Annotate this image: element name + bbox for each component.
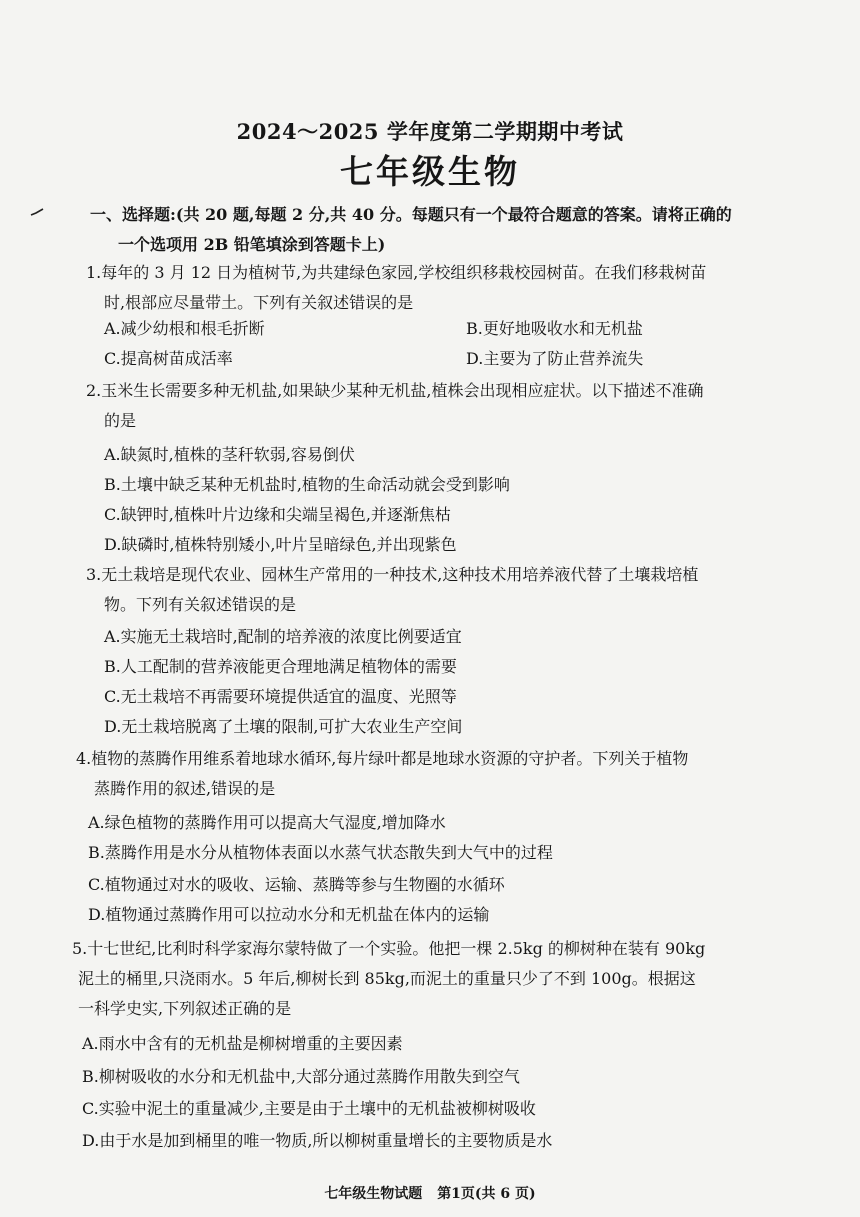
question-stem-line: 物。下列有关叙述错误的是 [104, 595, 297, 614]
option-b: B.更好地吸收水和无机盐 [466, 319, 643, 338]
question-stem [86, 560, 826, 620]
question-stem [86, 376, 826, 436]
option-a: A.减少幼根和根毛折断 [104, 319, 265, 338]
footer-page-info: 第1页(共 6 页) [437, 1186, 536, 1202]
option-c: C.无土栽培不再需要环境提供适宜的温度、光照等 [104, 687, 457, 706]
page-footer [0, 1183, 860, 1203]
question-5 [72, 934, 832, 1024]
question-stem-line: 一科学史实,下列叙述正确的是 [78, 999, 292, 1018]
question-stem-line: 泥土的桶里,只浇雨水。5 年后,柳树长到 85kg,而泥土的重量只少了不到 100g。根据这 [78, 969, 696, 988]
question-stem-line: 3.无土栽培是现代农业、园林生产常用的一种技术,这种技术用培养液代替了土壤栽培植 [86, 565, 699, 584]
question-stem-line: 4.植物的蒸腾作用维系着地球水循环,每片绿叶都是地球水资源的守护者。下列关于植物 [76, 749, 689, 768]
question-3 [86, 560, 826, 620]
question-stem-line: 时,根部应尽量带土。下列有关叙述错误的是 [104, 293, 414, 312]
option-c: C.缺钾时,植株叶片边缘和尖端呈褐色,并逐渐焦枯 [104, 505, 451, 524]
question-stem-line: 1.每年的 3 月 12 日为植树节,为共建绿色家园,学校组织移栽校园树苗。在我们移栽树苗 [86, 263, 707, 282]
question-stem [86, 258, 826, 318]
option-d: D.缺磷时,植株特别矮小,叶片呈暗绿色,并出现紫色 [104, 535, 457, 554]
question-stem-line: 蒸腾作用的叙述,错误的是 [94, 779, 276, 798]
question-4 [76, 744, 816, 804]
option-d: D.由于水是加到桶里的唯一物质,所以柳树重量增长的主要物质是水 [82, 1131, 553, 1150]
option-a: A.实施无土栽培时,配制的培养液的浓度比例要适宜 [104, 627, 462, 646]
section-heading-line2: 一个选项用 2B 铅笔填涂到答题卡上) [118, 235, 386, 254]
pen-mark-icon [30, 208, 44, 216]
question-stem [72, 934, 832, 1024]
option-c: C.提高树苗成活率 [104, 349, 233, 368]
footer-paper-name: 七年级生物试题 [324, 1186, 423, 1202]
option-d: D.主要为了防止营养流失 [466, 349, 644, 368]
option-a: A.雨水中含有的无机盐是柳树增重的主要因素 [82, 1034, 403, 1053]
section-heading [90, 200, 830, 260]
question-stem-line: 5.十七世纪,比利时科学家海尔蒙特做了一个实验。他把一棵 2.5kg 的柳树种在装有 90kg [72, 939, 706, 958]
question-2 [86, 376, 826, 436]
option-b: B.土壤中缺乏某种无机盐时,植物的生命活动就会受到影响 [104, 475, 510, 494]
option-a: A.绿色植物的蒸腾作用可以提高大气湿度,增加降水 [88, 813, 446, 832]
question-1 [86, 258, 826, 318]
question-stem [76, 744, 816, 804]
option-b: B.蒸腾作用是水分从植物体表面以水蒸气状态散失到大气中的过程 [88, 843, 553, 862]
option-c: C.实验中泥土的重量减少,主要是由于土壤中的无机盐被柳树吸收 [82, 1099, 536, 1118]
option-d: D.无土栽培脱离了土壤的限制,可扩大农业生产空间 [104, 717, 463, 736]
question-stem-line: 2.玉米生长需要多种无机盐,如果缺少某种无机盐,植株会出现相应症状。以下描述不准确 [86, 381, 704, 400]
option-b: B.人工配制的营养液能更合理地满足植物体的需要 [104, 657, 457, 676]
option-c: C.植物通过对水的吸收、运输、蒸腾等参与生物圈的水循环 [88, 875, 505, 894]
question-stem-line: 的是 [104, 411, 137, 430]
subject-title: 七年级生物 [340, 152, 520, 191]
option-d: D.植物通过蒸腾作用可以拉动水分和无机盐在体内的运输 [88, 905, 490, 924]
option-a: A.缺氮时,植株的茎秆软弱,容易倒伏 [104, 445, 355, 464]
exam-title: 2024～2025 学年度第二学期期中考试 [236, 119, 624, 144]
option-b: B.柳树吸收的水分和无机盐中,大部分通过蒸腾作用散失到空气 [82, 1067, 520, 1086]
section-heading-line1: 一、选择题:(共 20 题,每题 2 分,共 40 分。每题只有一个最符合题意的答案。请将正确的 [90, 205, 732, 224]
